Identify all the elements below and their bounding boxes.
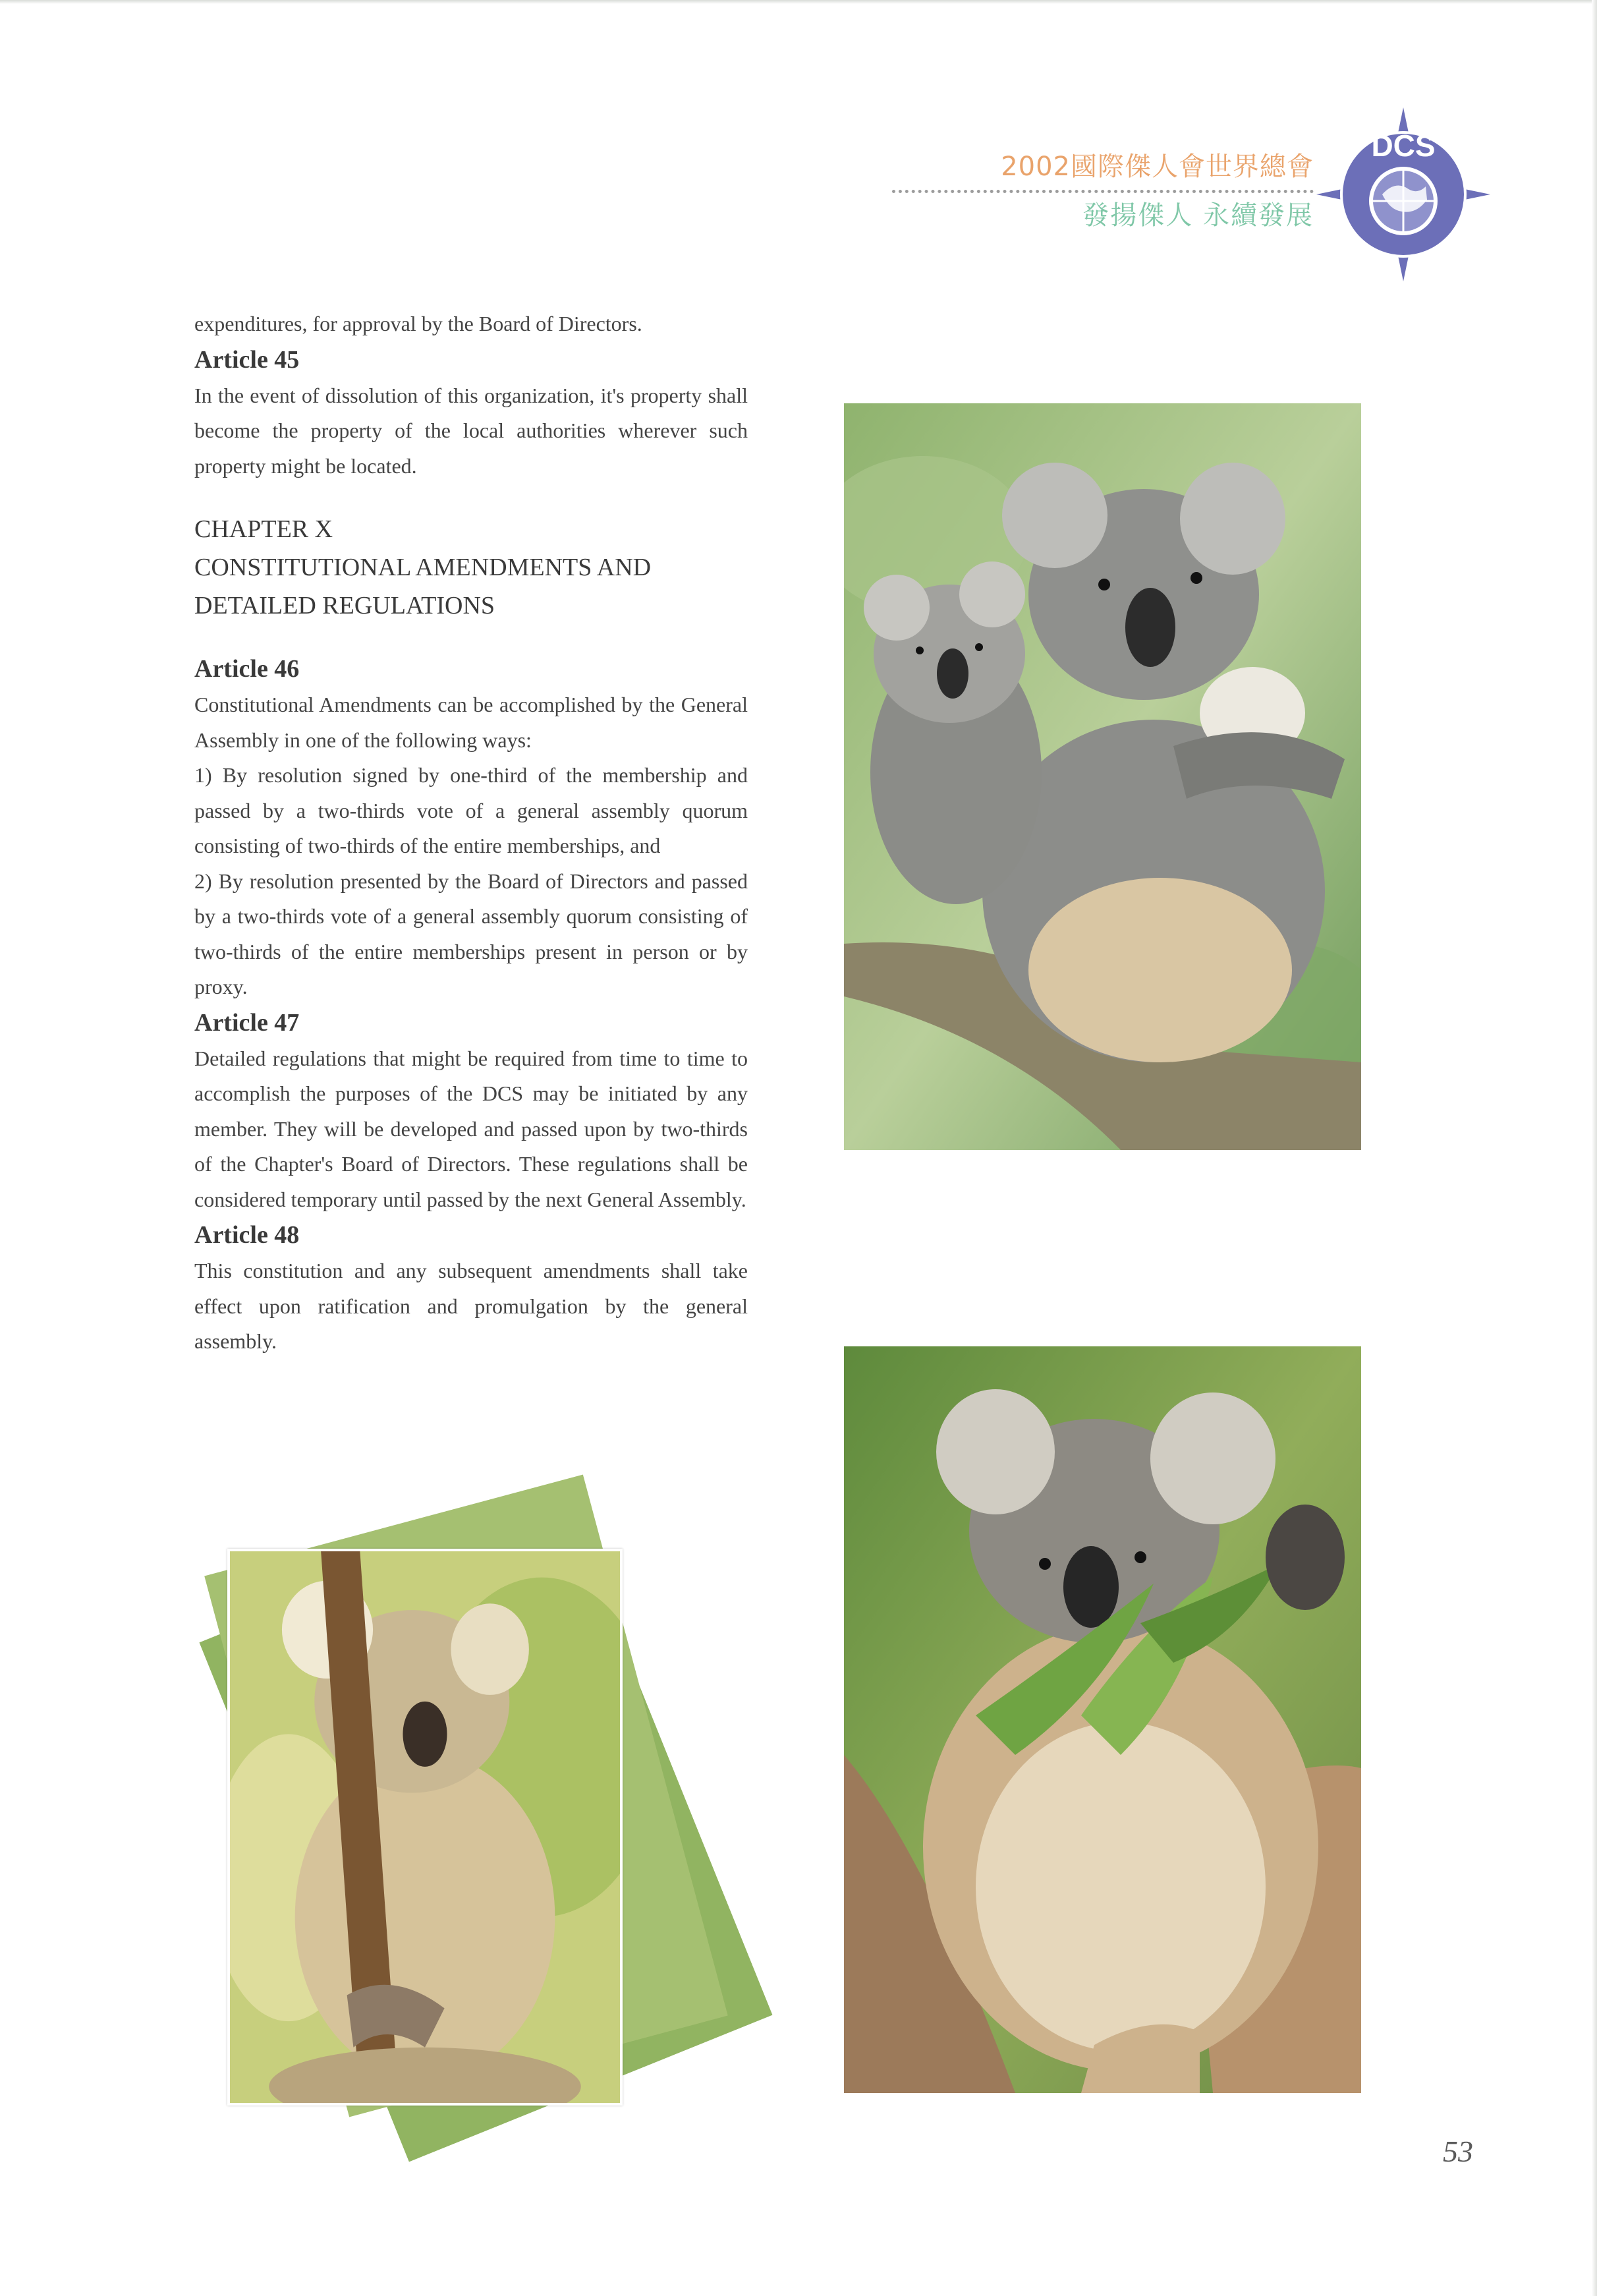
article-48-heading: Article 48 [194, 1221, 300, 1249]
header [892, 150, 1314, 234]
page-number: 53 [1443, 2135, 1473, 2168]
article-46-intro: Constitutional Amendments can be accomplished by the General Assembly in one of the following ways: [194, 693, 748, 752]
koala-mother-joey-photo [844, 403, 1361, 1150]
article-46-item-1: 1) By resolution signed by one-third of the membership and passed by a two-thirds vote of a general assembly quorum consisting of two-thirds of the entire memberships, and [194, 763, 748, 857]
continued-paragraph: expenditures, for approval by the Board of Directors. [194, 312, 642, 335]
article-45-heading: Article 45 [194, 345, 300, 374]
dcs-logo-icon [1311, 102, 1496, 287]
text-column [194, 306, 748, 1360]
article-46-heading: Article 46 [194, 655, 300, 683]
chapter-number: CHAPTER X [194, 515, 333, 543]
header-slogan: 發揚傑人 永續發展 [1082, 200, 1314, 231]
article-45-text: In the event of dissolution of this organization, it's property shall become the property of the local authorities wherever such property might be located. [194, 383, 748, 478]
article-48-text: This constitution and any subsequent amendments shall take effect upon ratification and promulgation by the general assembly. [194, 1259, 748, 1353]
header-divider [892, 190, 1314, 193]
article-47-text: Detailed regulations that might be required from time to time to accomplish the purposes of the DCS may be initiated by any member. They will be developed and passed upon by two-thirds of the Chapter's Board of Directors. These regulations shall be considered temporary until passed by the next General Assembly. [194, 1046, 748, 1211]
logo-text: DCS [1371, 129, 1436, 163]
stacked-koala-photos [132, 1496, 725, 2175]
chapter-title: CONSTITUTIONAL AMENDMENTS AND DETAILED REGULATIONS [194, 554, 652, 619]
koala-on-branch-photo [227, 1549, 623, 2106]
header-title: 2002國際傑人會世界總會 [1001, 152, 1314, 182]
koala-eating-leaves-photo [844, 1346, 1361, 2093]
scan-edge-right [1592, 0, 1597, 2296]
article-46-item-2: 2) By resolution presented by the Board of Directors and passed by a two-thirds vote of a general assembly quorum consisting of two-thirds of the entire memberships present in person or by proxy. [194, 869, 748, 998]
chapter-heading [194, 510, 748, 625]
scan-edge-top [0, 0, 1597, 4]
article-47-heading: Article 47 [194, 1008, 300, 1037]
